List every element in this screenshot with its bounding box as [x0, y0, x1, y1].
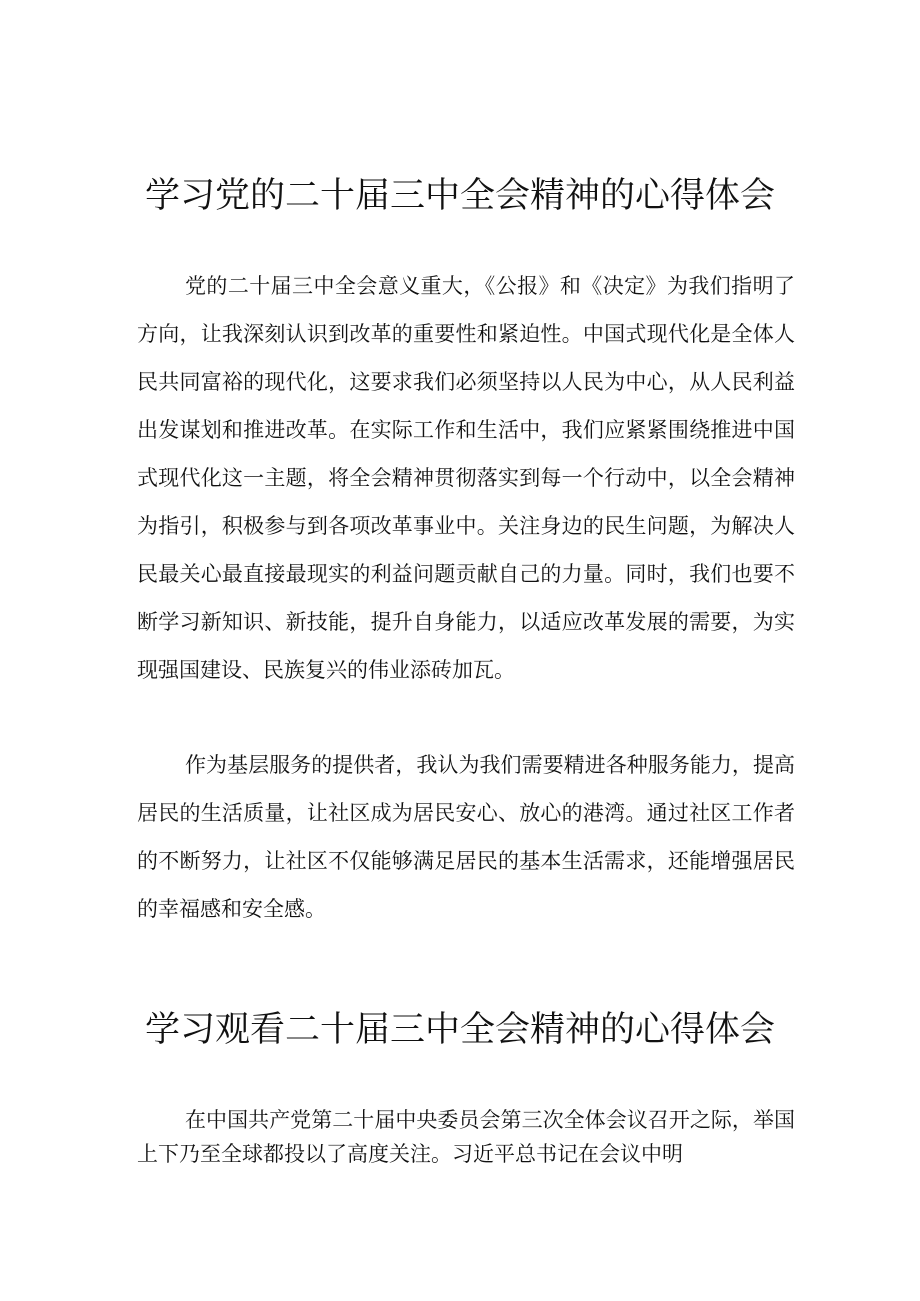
- section2-title: 学习观看二十届三中全会精神的心得体会: [144, 1010, 775, 1050]
- section2-paragraph-1: 在中国共产党第二十届中央委员会第三次全体会议召开之际，举国上下乃至全球都投以了高度关注。习近平总书记在会议中明: [137, 1108, 795, 1166]
- section1-paragraph-2: 作为基层服务的提供者，我认为我们需要精进各种服务能力，提高居民的生活质量，让社区成为居民安心、放心的港湾。通过社区工作者的不断努力，让社区不仅能够满足居民的基本生活需求，还能增强居民的幸福感和安全感。: [137, 753, 795, 921]
- section1-title: 学习党的二十届三中全会精神的心得体会: [144, 176, 775, 216]
- section1-paragraph-1: 党的二十届三中全会意义重大，《公报》和《决定》为我们指明了方向，让我深刻认识到改革的重要性和紧迫性。中国式现代化是全体人民共同富裕的现代化，这要求我们必须坚持以人民为中心，从人民利益出发谋划和推进改革。在实际工作和生活中，我们应紧紧围绕推进中国式现代化这一主题，将全会精神贯彻落实到每一个行动中，以全会精神为指引，积极参与到各项改革事业中。关注身边的民生问题，为解决人民最关心最直接最现实的利益问题贡献自己的力量。同时，我们也要不断学习新知识、新技能，提升自身能力，以适应改革发展的需要，为实现强国建设、民族复兴的伟业添砖加瓦。: [137, 274, 795, 682]
